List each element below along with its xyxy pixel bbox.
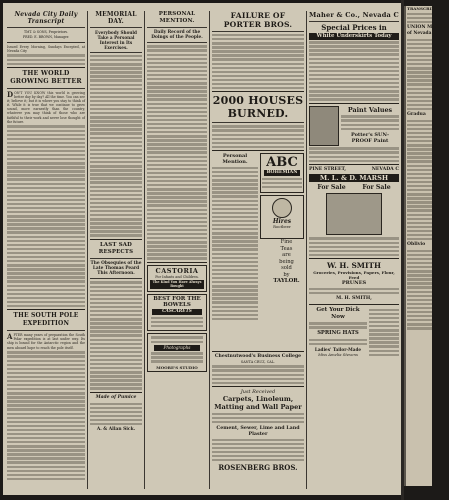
cement-ad-text: [212, 439, 304, 462]
hires-logo: Hires: [272, 218, 292, 226]
divider: [7, 88, 85, 89]
abc-logo: ABC: [266, 155, 298, 171]
ad-text: [309, 339, 367, 345]
article-body-text: [212, 167, 258, 320]
article-south-pole: [7, 333, 85, 349]
column-rule: [144, 11, 145, 489]
paint-ad-text: [341, 115, 399, 130]
teas-line-4: being: [279, 258, 294, 265]
divider: [147, 42, 207, 43]
divider: [7, 330, 85, 331]
article-body-text: [90, 281, 142, 389]
headline-memorial-day: MEMORIAL DAY.: [95, 11, 137, 25]
adjacent-text: [406, 120, 432, 241]
groceries-line: Groceries, Provisions, Papers, Flour, Feed: [313, 270, 395, 281]
best-for-bowels: BEST FOR THE BOWELS: [153, 295, 201, 308]
ad-photographs: [147, 333, 207, 372]
article-body-text: [147, 45, 207, 259]
column-rule: [87, 11, 88, 489]
ad-castoria: [147, 265, 207, 292]
divider: [212, 150, 304, 151]
masthead-publisher: TMT. & SONS, Proprietors.: [23, 30, 69, 34]
smith-headline: W. H. SMITH: [327, 261, 381, 271]
castoria-subtitle: For Infants and Children.: [155, 274, 199, 279]
photographs-label: Photographs: [154, 345, 200, 351]
column-3: [147, 11, 207, 489]
teas-line-7: TAYLOR.: [273, 278, 300, 284]
headline-porter-bros: FAILURE OF PORTER BROS.: [223, 11, 293, 29]
rosenberg-bros: ROSENBERG BROS.: [218, 463, 298, 473]
column-4: [212, 11, 304, 489]
article-body-text: [212, 125, 304, 148]
ad-hires-rootbeer: [260, 195, 304, 239]
pine-street: PINE STREET,: [309, 166, 346, 172]
divider: [147, 262, 207, 263]
teas-line-2: Teas: [280, 245, 293, 252]
masthead-manager: FRED. E. BROWN, Manager.: [22, 34, 70, 39]
headline-world-growing-better: THE WORLD GROWING BETTER: [10, 70, 82, 86]
article-body-text: [7, 125, 85, 307]
ads-stack: [260, 153, 304, 322]
divider: [7, 42, 85, 43]
divider: [309, 21, 399, 22]
divider: [309, 304, 399, 305]
ad-cascarets: [147, 294, 207, 331]
divider: [90, 239, 142, 240]
ad-body-text: [90, 403, 142, 426]
paint-values: Paint Values: [347, 105, 393, 114]
bohemian-label: BOHEMIAN: [264, 170, 300, 176]
castoria-title: CASTORIA: [155, 266, 199, 275]
cement-headline: Cement, Sewer, Lime and Land Plaster: [216, 425, 300, 438]
marsh-headline: M. L. & D. MARSH: [309, 174, 399, 183]
adjacent-masthead: TRANSCRIPT: [407, 6, 438, 11]
carpets-ad-text: [212, 413, 304, 424]
college-location: SANTA CRUZ, CAL.: [240, 359, 276, 364]
adjacent-headline: UNION MEETIN: [407, 24, 449, 30]
divider: [212, 122, 304, 123]
for-sale-left: For Sale: [317, 184, 346, 192]
special-prices: Special Prices in: [321, 23, 387, 32]
spring-hats: SPRING HATS: [317, 330, 359, 337]
studio-name: MOORE'S STUDIO: [156, 364, 198, 370]
nevada-city: NEVADA C: [371, 166, 399, 172]
pine-street-row: [309, 167, 399, 172]
article-body-text: [7, 351, 85, 480]
real-estate-text: [309, 237, 399, 256]
teas-line-1: Fine: [280, 239, 293, 245]
divider: [212, 91, 304, 92]
bottom-left-ads: [309, 307, 367, 358]
masthead-subscription-text: [7, 54, 85, 65]
smith-ad-text: [309, 288, 399, 294]
adjacent-text: [406, 39, 432, 111]
divider: [309, 258, 399, 259]
bottom-ads: [309, 307, 399, 358]
divider: [7, 27, 85, 28]
maher-co-headline: Maher & Co., Nevada C: [309, 11, 399, 19]
drop-cap: A: [7, 332, 13, 342]
masthead-title: Nevada City Daily Transcript: [14, 11, 78, 25]
maher-ad-text: [309, 41, 399, 100]
divider: [7, 309, 85, 310]
divider: [90, 27, 142, 28]
deck-daily-record: Daily Record of the Doings of the People.: [151, 30, 203, 41]
white-underskirts: White Underskirts Today: [309, 33, 399, 40]
photo-ad-text: [151, 336, 203, 342]
column-5: [309, 11, 399, 489]
column-rule: [306, 11, 307, 489]
just-received: Just Received: [240, 389, 276, 396]
miss-stevens: Miss Amelia Stevens: [318, 351, 358, 357]
cascarets-logo: CASCARETS: [152, 309, 202, 315]
personal-mention-block: [212, 153, 258, 322]
adjacent-text: [406, 13, 432, 24]
ad-merchant-name: A. & Allan Sick.: [96, 427, 136, 433]
house-illustration-icon: [326, 193, 382, 235]
paint-ad-text: [309, 147, 399, 162]
castoria-tagline: The Kind You Have Always Bought: [150, 280, 204, 289]
headline-personal-mention: PERSONAL MENTION.: [158, 11, 196, 24]
teas-line-3: are: [282, 252, 291, 258]
prunes-label: PRUNES: [341, 280, 367, 287]
teas-line-5: sold: [281, 265, 292, 271]
ladies-tailor-made: Ladies' Tailor-Made: [314, 346, 362, 352]
painter-illustration-icon: [309, 106, 339, 146]
deck-obsequies: The Obsequies of the Late Thomas Peard This Afternoon.: [90, 260, 142, 277]
divider: [90, 278, 142, 279]
photo-ad-text: [151, 352, 203, 363]
column-rule: [209, 11, 210, 489]
get-dick-headline: Get Your Dick Now: [316, 307, 360, 320]
headline-south-pole: THE SOUTH POLE EXPEDITION: [13, 312, 79, 328]
adjacent-subhead: of Nevada C: [407, 30, 437, 36]
article-body-text: [90, 55, 142, 237]
ad-text: [369, 309, 399, 356]
divider: [309, 164, 399, 165]
column-1: [7, 11, 85, 489]
divider: [90, 258, 142, 259]
divider: [212, 31, 304, 32]
abc-ad-text: [262, 178, 302, 189]
bottom-right-ads: [369, 307, 399, 358]
article-lead: ON'T YOU KNOW this world is growing better day by day? All the time. You can see it; believe it; but it is where you stay to think of it. While it is true that we continue to grow sound, more earnestly than the country, whatever you may think of those who are faithful to their work and never lose thought of the future.: [7, 91, 85, 124]
adjacent-text: [406, 250, 432, 330]
headline-2000-houses: 2000 HOUSES BURNED.: [212, 94, 304, 121]
headline-last-sad-respects: LAST SAD RESPECTS: [98, 241, 134, 255]
divider: [90, 392, 142, 393]
article-body-text: [212, 34, 304, 89]
lower-ads: [212, 349, 304, 472]
sunproof-paint: Potter's SUN-PROOF Paint: [350, 131, 390, 144]
article-lead: FTER many years of preparation the South Polar expedition is at last under way. Its ship is bound for the Antarctic region and the men aboard hope to reach the pole itself.: [7, 333, 85, 350]
rootbeer-label: Rootbeer: [273, 224, 291, 230]
teas-line-6: by: [283, 271, 290, 278]
adjacent-page-edge: [404, 6, 449, 486]
divider: [212, 386, 304, 387]
rootbeer-bottle-icon: [272, 198, 292, 218]
ad-made-of-pumice: Made of Pumice: [95, 394, 137, 400]
smith-signature: M. H. SMITH,: [336, 296, 372, 302]
college-ad-text: [212, 365, 304, 384]
divider: [309, 103, 399, 104]
subhead-personal-mention: Personal Mention.: [222, 153, 248, 166]
divider: [147, 27, 207, 28]
college-name: Chestnutwood's Business College: [214, 354, 302, 359]
drop-cap: D: [7, 90, 14, 100]
article-world-growing-better: [7, 91, 85, 124]
divider: [90, 52, 142, 53]
ad-text: [309, 322, 367, 328]
adjacent-graduates: Gradua: [407, 112, 426, 118]
deck-memorial-day: Everybody Should Take a Personal Interest in Its Exercises.: [95, 30, 137, 50]
cascarets-text: [151, 317, 203, 328]
ad-taylor-teas: [269, 239, 304, 285]
personal-and-ads-row: [212, 153, 304, 322]
divider: [7, 67, 85, 68]
column-2: [90, 11, 142, 489]
divider: [212, 351, 304, 352]
masthead-notice: Issued Every Morning, Sundays Excepted, at Nevada City: [7, 44, 85, 53]
ad-abc-bohemian: [260, 153, 304, 193]
paint-ad: [309, 106, 399, 146]
for-sale-right: For Sale: [362, 184, 391, 192]
for-sale-row: [309, 184, 399, 191]
adjacent-oblivion: Oblivio: [407, 242, 426, 248]
paint-ad-copy: [341, 106, 399, 146]
carpets-headline: Carpets, Linoleum, Matting and Wall Paper: [214, 395, 302, 412]
newspaper-page: [3, 3, 401, 495]
